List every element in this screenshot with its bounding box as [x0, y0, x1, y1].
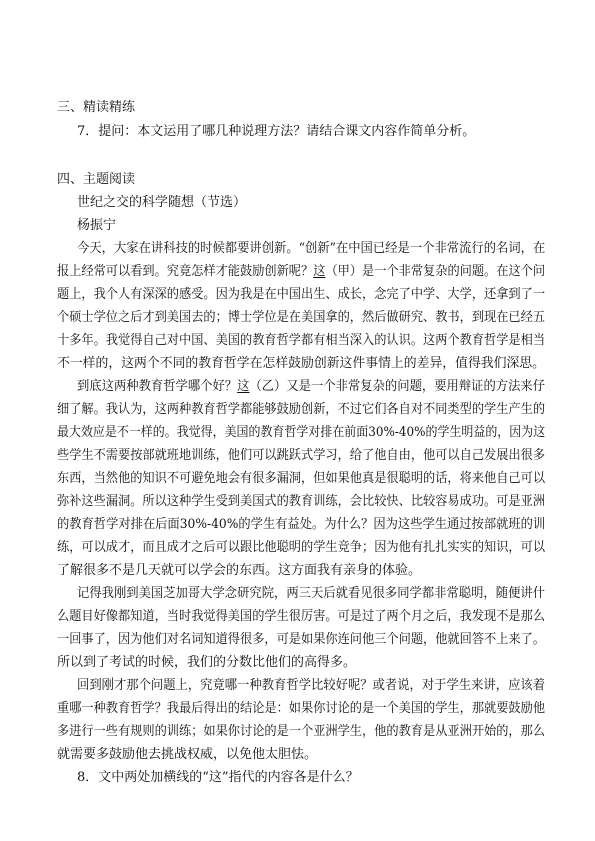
paragraph-1-line-4: 个硕士学位之后才到美国去的；博士学位是在美国拿的，然后做研究、教书，到现在已经五: [57, 310, 546, 325]
paragraph-1-line-1: 今天，大家在讲科技的时候都要讲创新。“创新”在中国已经是一个非常流行的名词，在: [77, 241, 546, 256]
paragraph-3-line-3: 一回事了，因为他们对名词知道得很多，可是如果你连问他三个问题，他就回答不上来了。: [57, 632, 546, 647]
paragraph-2-line-4: 些学生不需要按部就班地训练，他们可以跳跃式学习，给了他自由，他可以自己发展出很多: [57, 448, 546, 463]
paragraph-1-line-6: 不一样的，这两个不同的教育哲学在怎样鼓励创新这件事情上的差异，值得我们深思。: [57, 356, 546, 371]
paragraph-4-line-4: 就需要多鼓励他去挑战权威，以免他太胆怯。: [57, 747, 318, 762]
paragraph-2-line-8: 练，可以成才，而且成才之后可以跟比他聪明的学生竞争；因为他有扎扎实实的知识，可以: [57, 540, 546, 555]
paragraph-3-line-4: 所以到了考试的时候，我们的分数比他们的高得多。: [57, 655, 357, 670]
section-heading-4: 四、主题阅读: [57, 172, 136, 187]
underlined-zhe-jia: 这: [313, 264, 326, 279]
article-author: 杨振宁: [77, 218, 117, 233]
paragraph-3-line-1: 记得我刚到美国芝加哥大学念研究院，两三天后就看见很多同学都非常聪明，随便讲什: [77, 586, 546, 601]
paragraph-4-line-2: 重哪一种教育哲学？我最后得出的结论是：如果你讨论的是一个美国的学生，那就要鼓励他: [57, 701, 546, 716]
paragraph-2-line-7: 的教育哲学对排在后面30%-40%的学生有益处。为什么？因为这些学生通过按部就班的训: [57, 517, 546, 532]
paragraph-2-line-6: 弥补这些漏洞。所以这种学生受到美国式的教育训练，会比较快、比较容易成功。可是亚洲: [57, 494, 546, 509]
paragraph-4-line-3: 多进行一些有规则的训练；如果你讨论的是一个亚洲学生，他的教育是从亚洲开始的，那么: [57, 724, 546, 739]
underlined-zhe-yi: 这: [237, 379, 250, 394]
paragraph-2-line-1: 到底这两种教育哲学哪个好？这（乙）又是一个非常复杂的问题，要用辩证的方法来仔: [77, 379, 546, 394]
paragraph-4-line-1: 回到刚才那个问题上，究竟哪一种教育哲学比较好呢？或者说，对于学生来讲，应该着: [77, 678, 546, 693]
question-7: 7．提问：本文运用了哪几种说理方法？请结合课文内容作简单分析。: [77, 124, 476, 139]
paragraph-2-line-9: 了解很多不是几天就可以学会的东西。这方面我有亲身的体验。: [57, 563, 422, 578]
paragraph-2-line-5: 东西，当然他的知识不可避免地会有很多漏洞，但如果他真是很聪明的话，将来他自己可以: [57, 471, 546, 486]
paragraph-3-line-2: 么题目好像都知道，当时我觉得美国的学生很厉害。可是过了两个月之后，我发现不是那么: [57, 609, 546, 624]
paragraph-2-line-3: 最大效应是不一样的。我觉得，美国的教育哲学对排在前面30%-40%的学生明益的，因为这: [57, 425, 546, 440]
paragraph-1-line-2: 报上经常可以看到。究竟怎样才能鼓励创新呢？这（甲）是一个非常复杂的问题。在这个问: [57, 264, 546, 279]
paragraph-1-line-3: 题上，我个人有深深的感受。因为我是在中国出生、成长，念完了中学、大学，还拿到了一: [57, 287, 546, 302]
question-8: 8．文中两处加横线的“这”指代的内容各是什么？: [77, 770, 359, 785]
section-heading-3: 三、精读精练: [57, 100, 136, 115]
paragraph-1-line-5: 十多年。我觉得自己对中国、美国的教育哲学都有相当深入的认识。这两个教育哲学是相当: [57, 333, 546, 348]
article-title: 世纪之交的科学随想（节选）: [77, 195, 247, 210]
paragraph-2-line-2: 细了解。我认为，这两种教育哲学都能够鼓励创新，不过它们各自对不同类型的学生产生的: [57, 402, 546, 417]
